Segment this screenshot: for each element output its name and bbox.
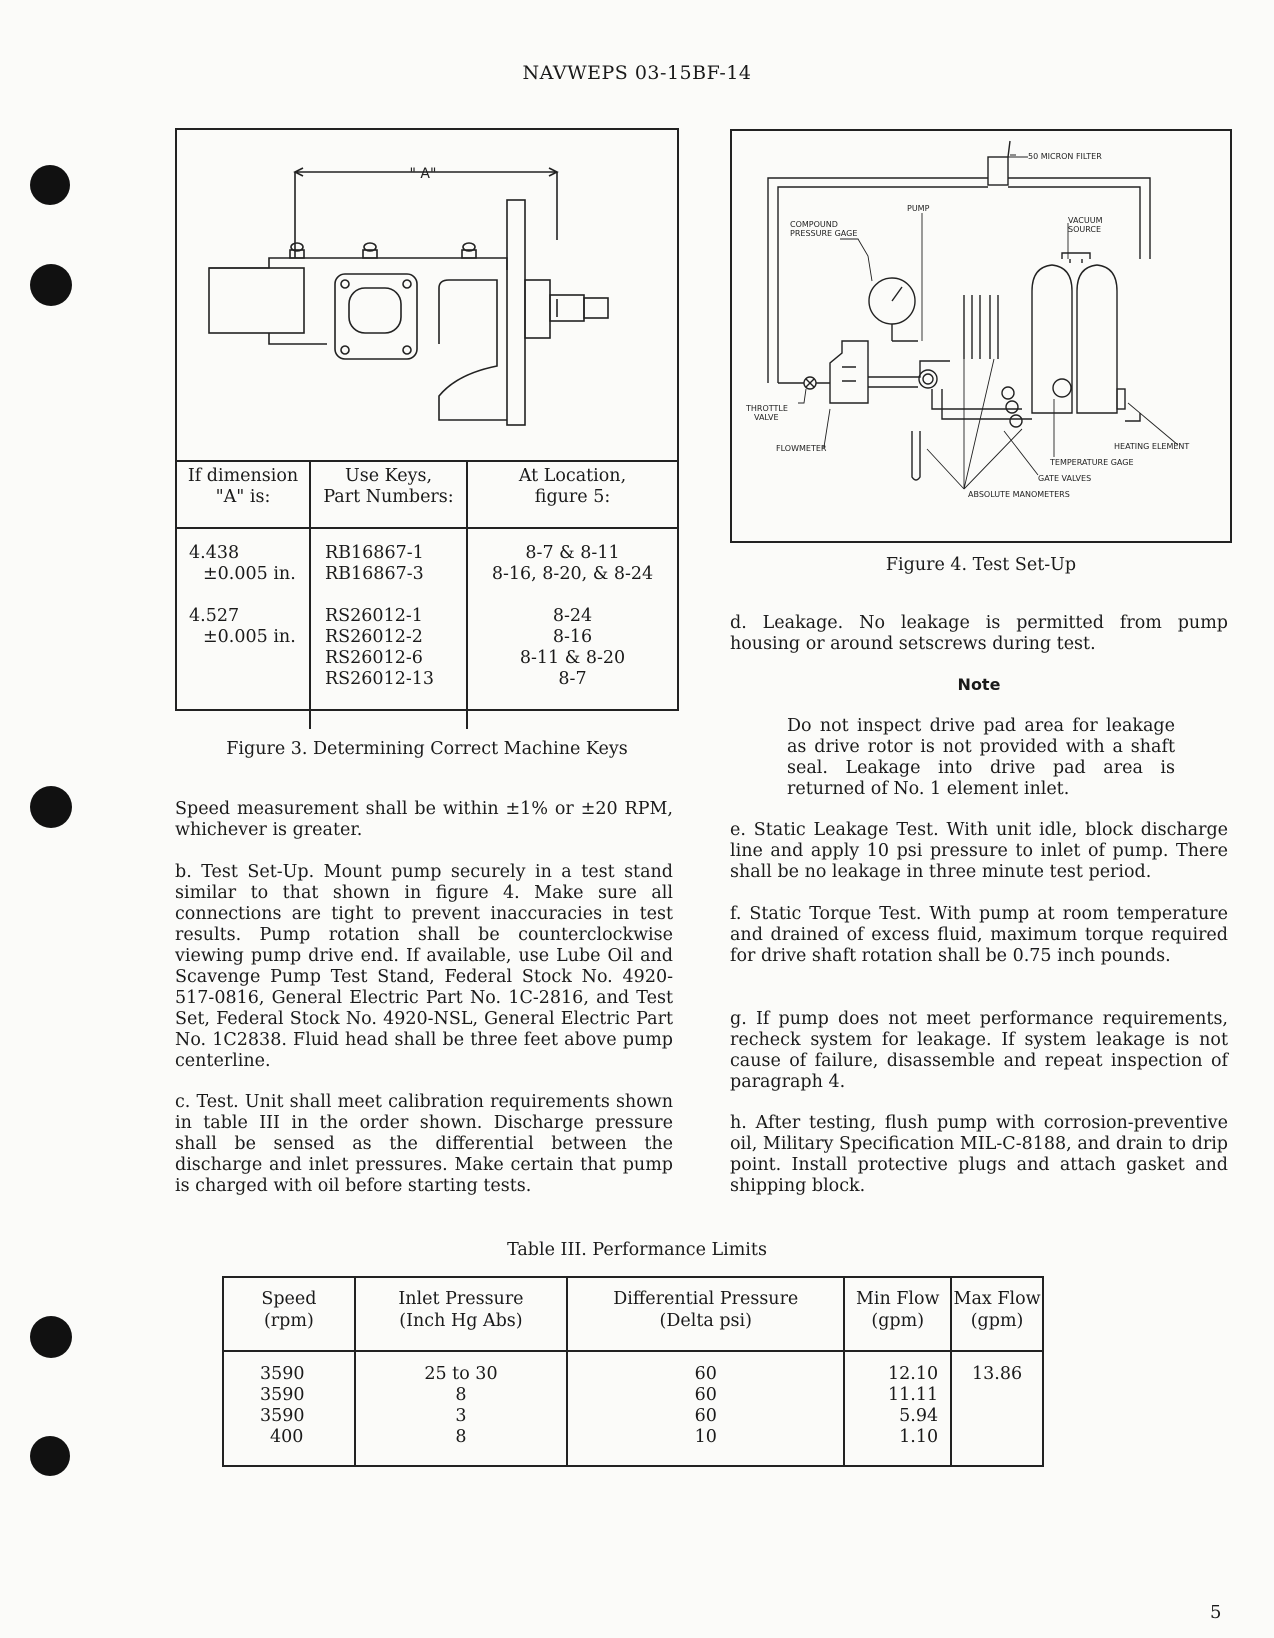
header-min-flow: Min Flow (gpm) [844,1277,951,1351]
dimension-tolerance: ±0.005 in. [203,627,296,647]
paragraph-d: d. Leakage. No leakage is permitted from pump housing or around setscrews during test. [730,613,1228,654]
label-throttle-valve-2: VALVE [754,413,779,422]
punch-hole [30,165,70,205]
part-number: RS26012-2 [325,627,423,647]
page-number: 5 [1210,1602,1222,1623]
header-speed: Speed (rpm) [223,1277,355,1351]
speed-paragraph: Speed measurement shall be within ±1% or ±20 RPM, whichever is greater. [175,799,673,840]
part-number: RS26012-1 [325,606,423,626]
location: 8-16, 8-20, & 8-24 [491,564,654,584]
label-pump: PUMP [907,204,930,213]
figure-4 [730,129,1232,543]
test-setup-diagram [732,131,1230,541]
punch-hole [30,264,72,306]
location: 8-7 & 8-11 [525,543,620,563]
label-heating-element: HEATING ELEMENT [1114,442,1190,451]
location: 8-16 [552,627,593,647]
label-vacuum-source-1: VACUUM [1068,216,1103,225]
paragraph-f: f. Static Torque Test. With pump at room temperature and drained of excess fluid, maximum torque required for drive shaft rotation shall be 0.75 inch pounds. [730,904,1228,966]
location: 8-7 [558,669,587,689]
label-compound-pressure-gage-1: COMPOUND [790,220,838,229]
min-flow-column: 12.10 11.11 5.94 1.10 [844,1351,951,1466]
paragraph-c: c. Test. Unit shall meet calibration requirements shown in table III in the order shown. Discharge pressure shall be sensed as the differential between the discharge and inlet pressures. Make certain that pump is charged with oil before starting tests. [175,1092,673,1196]
dimension-tolerance: ±0.005 in. [203,564,296,584]
punch-hole [30,1436,70,1476]
label-throttle-valve-1: THROTTLE [746,404,788,413]
punch-hole [30,786,72,828]
part-number: RB16867-1 [325,543,424,563]
header-inlet-pressure: Inlet Pressure (Inch Hg Abs) [355,1277,567,1351]
location: 8-11 & 8-20 [519,648,626,668]
label-50-micron-filter: 50 MICRON FILTER [1028,152,1102,161]
figure-3 [175,128,679,711]
figure-3-caption: Figure 3. Determining Correct Machine Keys [226,739,628,759]
col-dimension-header: If dimension "A" is: [177,461,310,528]
speed-column: 3590 3590 3590 400 [260,1364,305,1447]
note-body: Do not inspect drive pad area for leakage as drive rotor is not provided with a shaft seal. Leakage into drive pad area is returned of No. 1 element inlet. [787,716,1175,799]
performance-limits-table [222,1276,1044,1467]
punch-hole [30,1316,72,1358]
note-title: Note [957,675,1001,694]
part-number: RS26012-6 [325,648,423,668]
paragraph-g: g. If pump does not meet performance requirements, recheck system for leakage. If system leakage is not cause of failure, disassemble and repeat inspection of paragraph 4. [730,1009,1228,1092]
label-gate-valves: GATE VALVES [1038,474,1092,483]
part-number: RS26012-13 [325,669,435,689]
inlet-pressure-column: 25 to 30 8 3 8 [355,1351,567,1466]
label-flowmeter: FLOWMETER [776,444,827,453]
label-compound-pressure-gage-2: PRESSURE GAGE [790,229,858,238]
figure-4-caption: Figure 4. Test Set-Up [885,555,1077,575]
paragraph-e: e. Static Leakage Test. With unit idle, block discharge line and apply 10 psi pressure to inlet of pump. There shall be no leakage in three minute test period. [730,820,1228,882]
paragraph-b: b. Test Set-Up. Mount pump securely in a test stand similar to that shown in figure 4. Make sure all connections are tight to prevent inaccuracies in test results. Pump rotation shall be counterclockwise viewing pump drive end. If available, use Lube Oil and Scavenge Pump Test Stand, Federal Stock No. 4920-517-0816, General Electric Part No. 1C-2816, and Test Set, Federal Stock No. 4920-NSL, General Electric Part No. 1C2838. Fluid head shall be three feet above pump centerline. [175,862,673,1071]
header-max-flow: Max Flow (gpm) [951,1277,1043,1351]
label-absolute-manometers: ABSOLUTE MANOMETERS [968,490,1070,499]
col-keys-header: Use Keys, Part Numbers: [310,461,467,528]
document-number: NAVWEPS 03-15BF-14 [522,62,752,84]
part-number: RB16867-3 [325,564,424,584]
dimension-value: 4.438 [189,543,240,563]
paragraph-h: h. After testing, flush pump with corrosion-preventive oil, Military Specification MIL-C-8188, and drain to drip point. Install protective plugs and attach gasket and shipping block. [730,1113,1228,1196]
dimension-a-label: " A" [409,166,437,182]
dimension-value: 4.527 [189,606,240,626]
differential-pressure-column: 60 60 60 10 [567,1351,844,1466]
machine-keys-table [177,460,677,729]
max-flow-column: 13.86 [951,1351,1043,1466]
table-3-title: Table III. Performance Limits [507,1240,767,1260]
label-temperature-gage: TEMPERATURE GAGE [1050,458,1134,467]
location: 8-24 [552,606,593,626]
header-differential-pressure: Differential Pressure (Delta psi) [567,1277,844,1351]
label-vacuum-source-2: SOURCE [1068,225,1102,234]
col-location-header: At Location, figure 5: [467,461,677,528]
pump-drawing [177,130,677,460]
